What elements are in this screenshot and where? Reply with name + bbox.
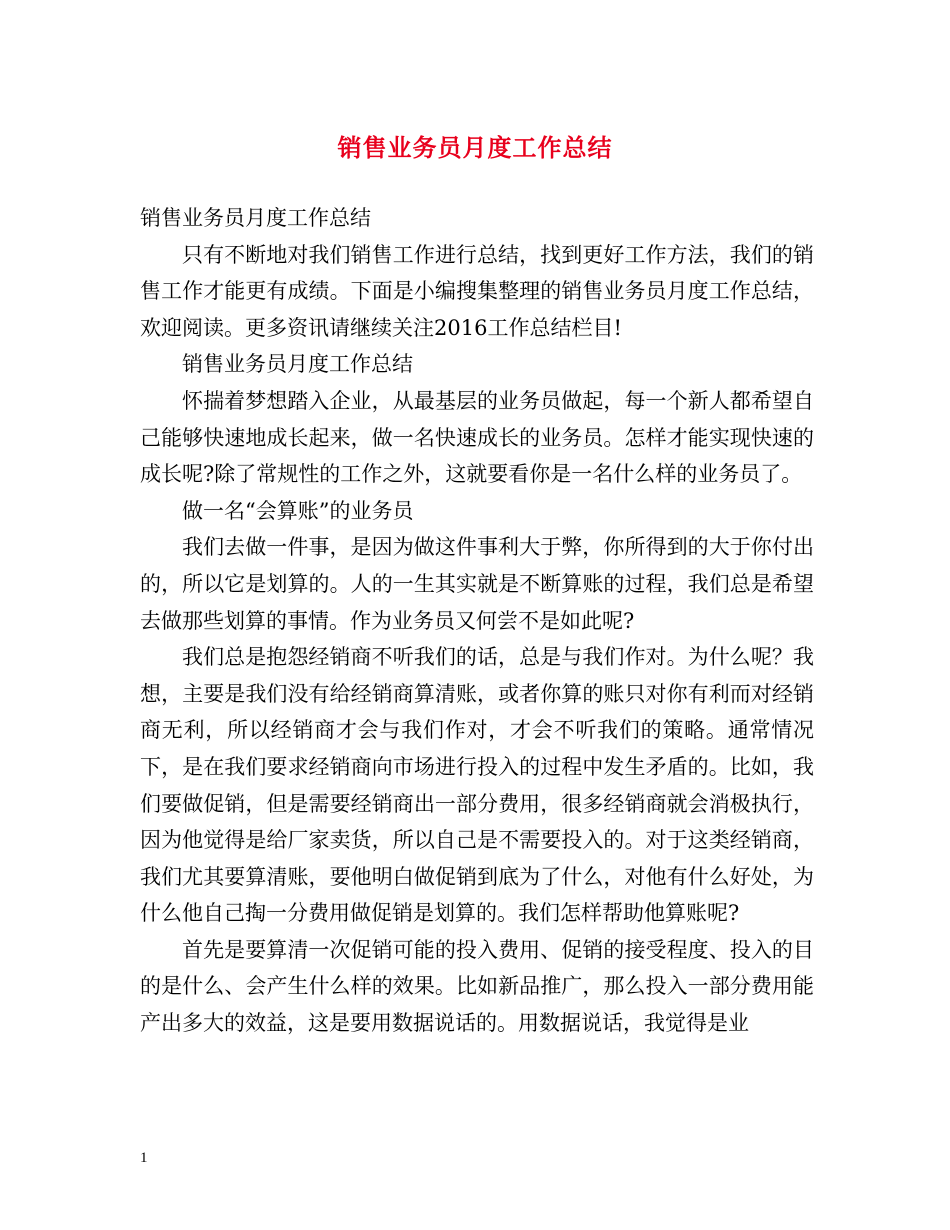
body-paragraph: 我们去做一件事，是因为做这件事利大于弊，你所得到的大于你付出的，所以它是划算的。人的一生其实就是不断算账的过程，我们总是希望去做那些划算的事情。作为业务员又何尝不是如此呢? [140,535,814,633]
body-paragraph: 销售业务员月度工作总结 [182,352,413,377]
document-body [140,200,814,1042]
body-paragraph: 首先是要算清一次促销可能的投入费用、促销的接受程度、投入的目的是什么、会产生什么样的效果。比如新品推广，那么投入一部分费用能产出多大的效益，这是要用数据说话的。用数据说话，我觉得是业 [140,937,814,1036]
body-paragraph: 只有不断地对我们销售工作进行总结，找到更好工作方法，我们的销售工作才能更有成绩。下面是小编搜集整理的销售业务员月度工作总结，欢迎阅读。更多资讯请继续关注2016工作总结栏目! [140,242,814,340]
page-number: 1 [140,1150,148,1166]
body-paragraph-heading: 销售业务员月度工作总结 [140,206,371,230]
body-paragraph: 我们总是抱怨经销商不听我们的话，总是与我们作对。为什么呢？我想，主要是我们没有给经销商算清账，或者你算的账只对你有利而对经销商无利，所以经销商才会与我们作对，才会不听我们的策略。通常情况下，是在我们要求经销商向市场进行投入的过程中发生矛盾的。比如，我们要做促销，但是需要经销商出一部分费用，很多经销商就会消极执行，因为他觉得是给厂家卖货，所以自己是不需要投入的。对于这类经销商，我们尤其要算清账，要他明白做促销到底为了什么，对他有什么好处，为什么他自己掏一分费用做促销是划算的。我们怎样帮助他算账呢? [140,645,814,926]
document-title: 销售业务员月度工作总结 [337,133,613,162]
body-paragraph: 做一名“会算账”的业务员 [182,498,414,523]
body-paragraph: 怀揣着梦想踏入企业，从最基层的业务员做起，每一个新人都希望自己能够快速地成长起来，做一名快速成长的业务员。怎样才能实现快速的成长呢?除了常规性的工作之外，这就要看你是一名什么样的业务员了。 [140,388,814,487]
